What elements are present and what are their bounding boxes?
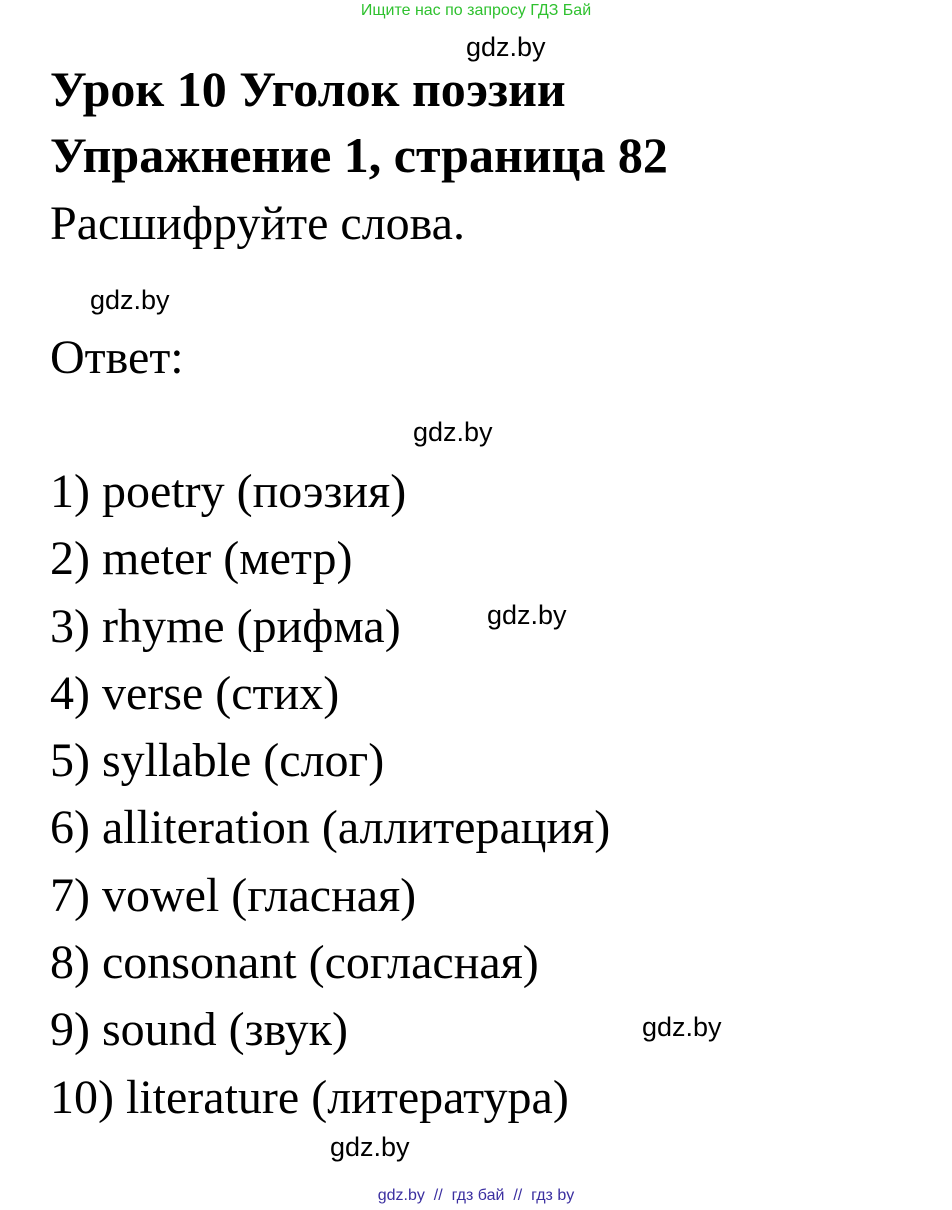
answer-item: 1) poetry (поэзия): [50, 465, 407, 518]
answer-item: 4) verse (стих): [50, 666, 340, 720]
exercise-title: Упражнение 1, страница 82: [50, 127, 668, 183]
watermark: gdz.by: [330, 1132, 410, 1162]
answer-item: 9) sound (звук): [50, 1003, 348, 1057]
answer-item: 5) syllable (слог): [50, 734, 385, 788]
answer-item: 10) literature (литература): [50, 1070, 569, 1124]
footer-links[interactable]: gdz.by // гдз бай // гдз by: [377, 1187, 575, 1204]
watermark: gdz.by: [642, 1012, 722, 1042]
answer-item: 6) alliteration (аллитерация): [50, 801, 611, 855]
answer-item: 8) consonant (согласная): [50, 936, 539, 990]
answer-item: 2) meter (метр): [50, 532, 353, 586]
watermark: gdz.by: [487, 600, 567, 630]
watermark: gdz.by: [466, 32, 546, 62]
answer-item: 3) rhyme (рифма): [50, 599, 401, 653]
task-text: Расшифруйте слова.: [50, 197, 465, 250]
answer-item: 7) vowel (гласная): [50, 868, 417, 922]
watermark: gdz.by: [413, 417, 493, 447]
top-banner-link[interactable]: Ищите нас по запросу ГДЗ Бай: [360, 2, 592, 19]
lesson-title: Урок 10 Уголок поэзии: [50, 61, 566, 117]
answer-label: Ответ:: [50, 331, 184, 384]
watermark: gdz.by: [90, 285, 170, 315]
answer-list: [50, 462, 610, 1135]
